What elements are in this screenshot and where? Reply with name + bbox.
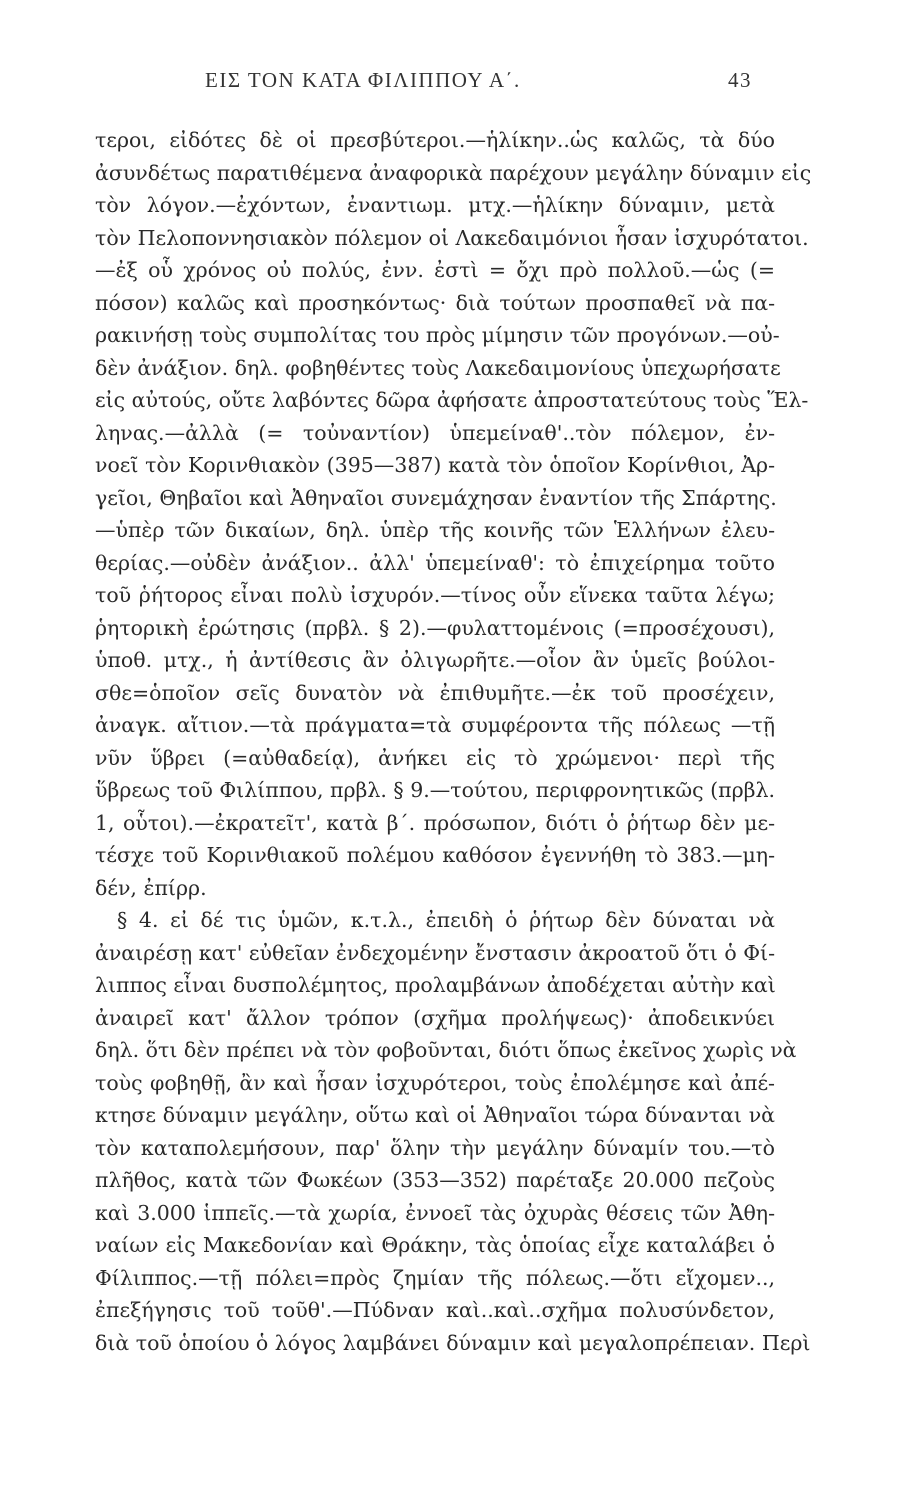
text-line: θερίας.—οὐδὲν ἀνάξιον.. ἀλλ' ὑπεμείναθ': τὸ ἐπιχείρημα τοῦτο — [95, 550, 775, 575]
running-title: ΕΙΣ ΤΟΝ ΚΑΤΑ ΦΙΛΙΠΠΟΥ Α΄. — [205, 68, 521, 92]
text-line: τοὺς φοβηθῇ, ἂν καὶ ἦσαν ἰσχυρότεροι, τοὺς ἐπολέμησε καὶ ἀπέ- — [95, 1070, 775, 1095]
text-line: τὸν λόγον.—ἐχόντων, ἐναντιωμ. μτχ.—ἡλίκην δύναμιν, μετὰ — [95, 193, 775, 217]
text-line: 1, οὗτοι).—ἐκρατεῖτ', κατὰ β΄. πρόσωπον, διότι ὁ ῥήτωρ δὲν με- — [95, 810, 775, 835]
text-line: δέν, ἐπίρρ. — [95, 875, 207, 900]
text-line: νῦν ὕβρει (=αὐθαδείᾳ), ἀνήκει εἰς τὸ χρώμενοι· περὶ τῆς — [95, 745, 775, 770]
text-line: γεῖοι, Θηβαῖοι καὶ Ἀθηναῖοι συνεμάχησαν ἐναντίον τῆς Σπάρτης. — [95, 485, 777, 510]
text-line: Φίλιππος.—τῇ πόλει=πρὸς ζημίαν τῆς πόλεως.—ὅτι εἴχομεν.., — [95, 1265, 775, 1290]
text-line: νοεῖ τὸν Κορινθιακὸν (395—387) κατὰ τὸν ὁποῖον Κορίνθιοι, Ἀρ- — [95, 453, 775, 477]
text-line: δηλ. ὅτι δὲν πρέπει νὰ τὸν φοβοῦνται, διότι ὅπως ἐκεῖνος χωρὶς νὰ — [95, 1038, 797, 1062]
text-line: διὰ τοῦ ὁποίου ὁ λόγος λαμβάνει δύναμιν καὶ μεγαλοπρέπειαν. Περὶ — [95, 1330, 811, 1355]
text-line: ληνας.—ἀλλὰ (= τοὐναντίον) ὑπεμείναθ'..τὸν πόλεμον, ἐν- — [95, 420, 775, 445]
page-number: 43 — [728, 68, 752, 92]
text-line: ἀναιρεῖ κατ' ἄλλον τρόπον (σχῆμα προλήψεως)· ἀποδεικνύει — [95, 1005, 775, 1030]
commentary-text — [95, 124, 812, 1359]
text-line: τὸν καταπολεμήσουν, παρ' ὅλην τὴν μεγάλην δύναμίν του.—τὸ — [95, 1135, 775, 1160]
text-line: ἀσυνδέτως παρατιθέμενα ἀναφορικὰ παρέχουν μεγάλην δύναμιν εἰς — [95, 160, 812, 185]
text-line: πλῆθος, κατὰ τῶν Φωκέων (353—352) παρέταξε 20.000 πεζοὺς — [95, 1168, 775, 1192]
text-line: δὲν ἀνάξιον. δηλ. φοβηθέντες τοὺς Λακεδαιμονίους ὑπεχωρήσατε — [95, 355, 781, 380]
text-line: λιππος εἶναι δυσπολέμητος, προλαμβάνων ἀποδέχεται αὐτὴν καὶ — [95, 973, 776, 997]
text-line: τεροι, εἰδότες δὲ οἱ πρεσβύτεροι.—ἡλίκην..ὡς καλῶς, τὰ δύο — [95, 128, 775, 152]
text-line: ἐπεξήγησις τοῦ τοῦθ'.—Πύδναν καὶ..καὶ..σχῆμα πολυσύνδετον, — [95, 1298, 775, 1322]
text-line: ἀναιρέσῃ κατ' εὐθεῖαν ἐνδεχομένην ἔνστασιν ἀκροατοῦ ὅτι ὁ Φί- — [95, 940, 775, 965]
text-line: σθε=ὁποῖον σεῖς δυνατὸν νὰ ἐπιθυμῆτε.—ἐκ τοῦ προσέχειν, — [95, 680, 775, 705]
text-line: § 4. εἰ δέ τις ὑμῶν, κ.τ.λ., ἐπειδὴ ὁ ῥήτωρ δὲν δύναται νὰ — [117, 908, 775, 932]
text-line: ρακινήσῃ τοὺς συμπολίτας του πρὸς μίμησιν τῶν προγόνων.—οὐ- — [95, 323, 780, 347]
text-line: πόσον) καλῶς καὶ προσηκόντως· διὰ τούτων προσπαθεῖ νὰ πα- — [95, 290, 775, 315]
text-line: τοῦ ῥήτορος εἶναι πολὺ ἰσχυρόν.—τίνος οὖν εἵνεκα ταῦτα λέγω; — [95, 583, 775, 607]
text-line: τέσχε τοῦ Κορινθιακοῦ πολέμου καθόσον ἐγεννήθη τὸ 383.—μη- — [95, 843, 775, 867]
text-line: τὸν Πελοποννησιακὸν πόλεμον οἱ Λακεδαιμόνιοι ἦσαν ἰσχυρότατοι. — [95, 225, 809, 250]
text-line: ῥητορικὴ ἐρώτησις (πρβλ. § 2).—φυλαττομένοις (=προσέχουσι), — [95, 615, 775, 640]
text-line: κτησε δύναμιν μεγάλην, οὕτω καὶ οἱ Ἀθηναῖοι τώρα δύνανται νὰ — [95, 1103, 775, 1127]
text-line: —ὑπὲρ τῶν δικαίων, δηλ. ὑπὲρ τῆς κοινῆς τῶν Ἑλλήνων ἐλευ- — [95, 518, 775, 542]
text-line: καὶ 3.000 ἱππεῖς.—τὰ χωρία, ἐννοεῖ τὰς ὀχυρὰς θέσεις τῶν Ἀθη- — [95, 1200, 775, 1225]
text-line: ναίων εἰς Μακεδονίαν καὶ Θράκην, τὰς ὁποίας εἶχε καταλάβει ὁ — [95, 1233, 775, 1257]
text-line: ὑποθ. μτχ., ἡ ἀντίθεσις ἂν ὀλιγωρῆτε.—οἷον ἂν ὑμεῖς βούλοι- — [95, 648, 775, 672]
text-line: εἰς αὐτούς, οὔτε λαβόντες δῶρα ἀφήσατε ἀπροστατεύτους τοὺς Ἕλ- — [95, 388, 809, 412]
text-line: —ἐξ οὗ χρόνος οὐ πολύς, ἐνν. ἐστὶ = ὄχι πρὸ πολλοῦ.—ὡς (= — [95, 258, 775, 282]
text-line: ὕβρεως τοῦ Φιλίππου, πρβλ. § 9.—τούτου, περιφρονητικῶς (πρβλ. — [95, 778, 776, 802]
text-line: ἀναγκ. αἴτιον.—τὰ πράγματα=τὰ συμφέροντα τῆς πόλεως —τῇ — [95, 713, 775, 737]
